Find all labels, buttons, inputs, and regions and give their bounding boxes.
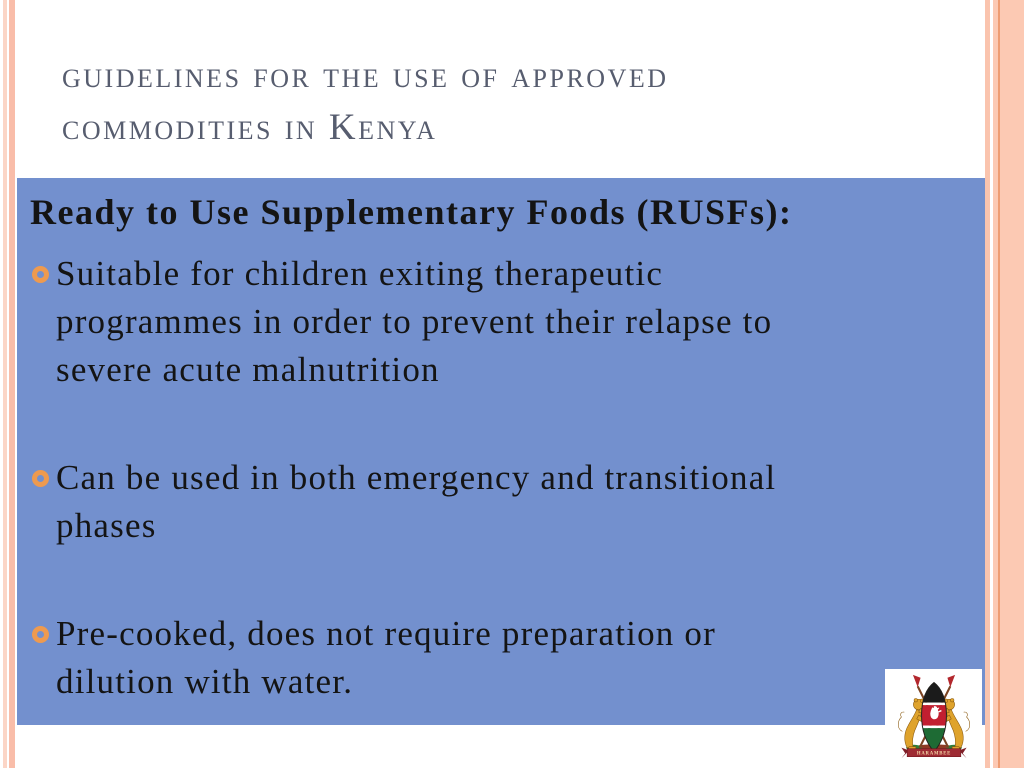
slide-title-line2: commodities in Kenya <box>62 107 438 148</box>
content-heading: Ready to Use Supplementary Foods (RUSFs): <box>30 192 793 232</box>
bullet-text-3 <box>56 610 716 706</box>
left-border-decoration <box>0 0 15 768</box>
bullet-line: Suitable for children exiting therapeutic <box>56 254 664 293</box>
bullet-item-1 <box>32 250 965 394</box>
right-border-decoration <box>985 0 1024 768</box>
crest-motto-banner <box>901 748 966 759</box>
bullet-line: severe acute malnutrition <box>56 350 440 389</box>
kenya-coat-of-arms <box>885 669 982 768</box>
bullet-item-3 <box>32 610 965 706</box>
slide-title <box>62 50 932 154</box>
bullet-line: programmes in order to prevent their relapse to <box>56 302 773 341</box>
bullet-ring-icon <box>32 266 49 283</box>
kenya-coat-of-arms-graphic <box>888 671 980 763</box>
bullet-ring-icon <box>32 470 49 487</box>
bullet-text-1 <box>56 250 772 394</box>
bullet-ring-icon <box>32 626 49 643</box>
crest-shield <box>919 681 948 753</box>
bullet-line: dilution with water. <box>56 662 354 701</box>
bullet-line: phases <box>56 506 157 545</box>
crest-motto-text: HARAMBEE <box>916 751 951 757</box>
bullet-text-2 <box>56 454 776 550</box>
bullet-line: Can be used in both emergency and transitional <box>56 458 777 497</box>
slide-title-line1: guidelines for the use of approved <box>62 55 669 96</box>
content-box <box>17 178 985 725</box>
bullet-line: Pre-cooked, does not require preparation or <box>56 614 716 653</box>
bullet-item-2 <box>32 454 965 550</box>
